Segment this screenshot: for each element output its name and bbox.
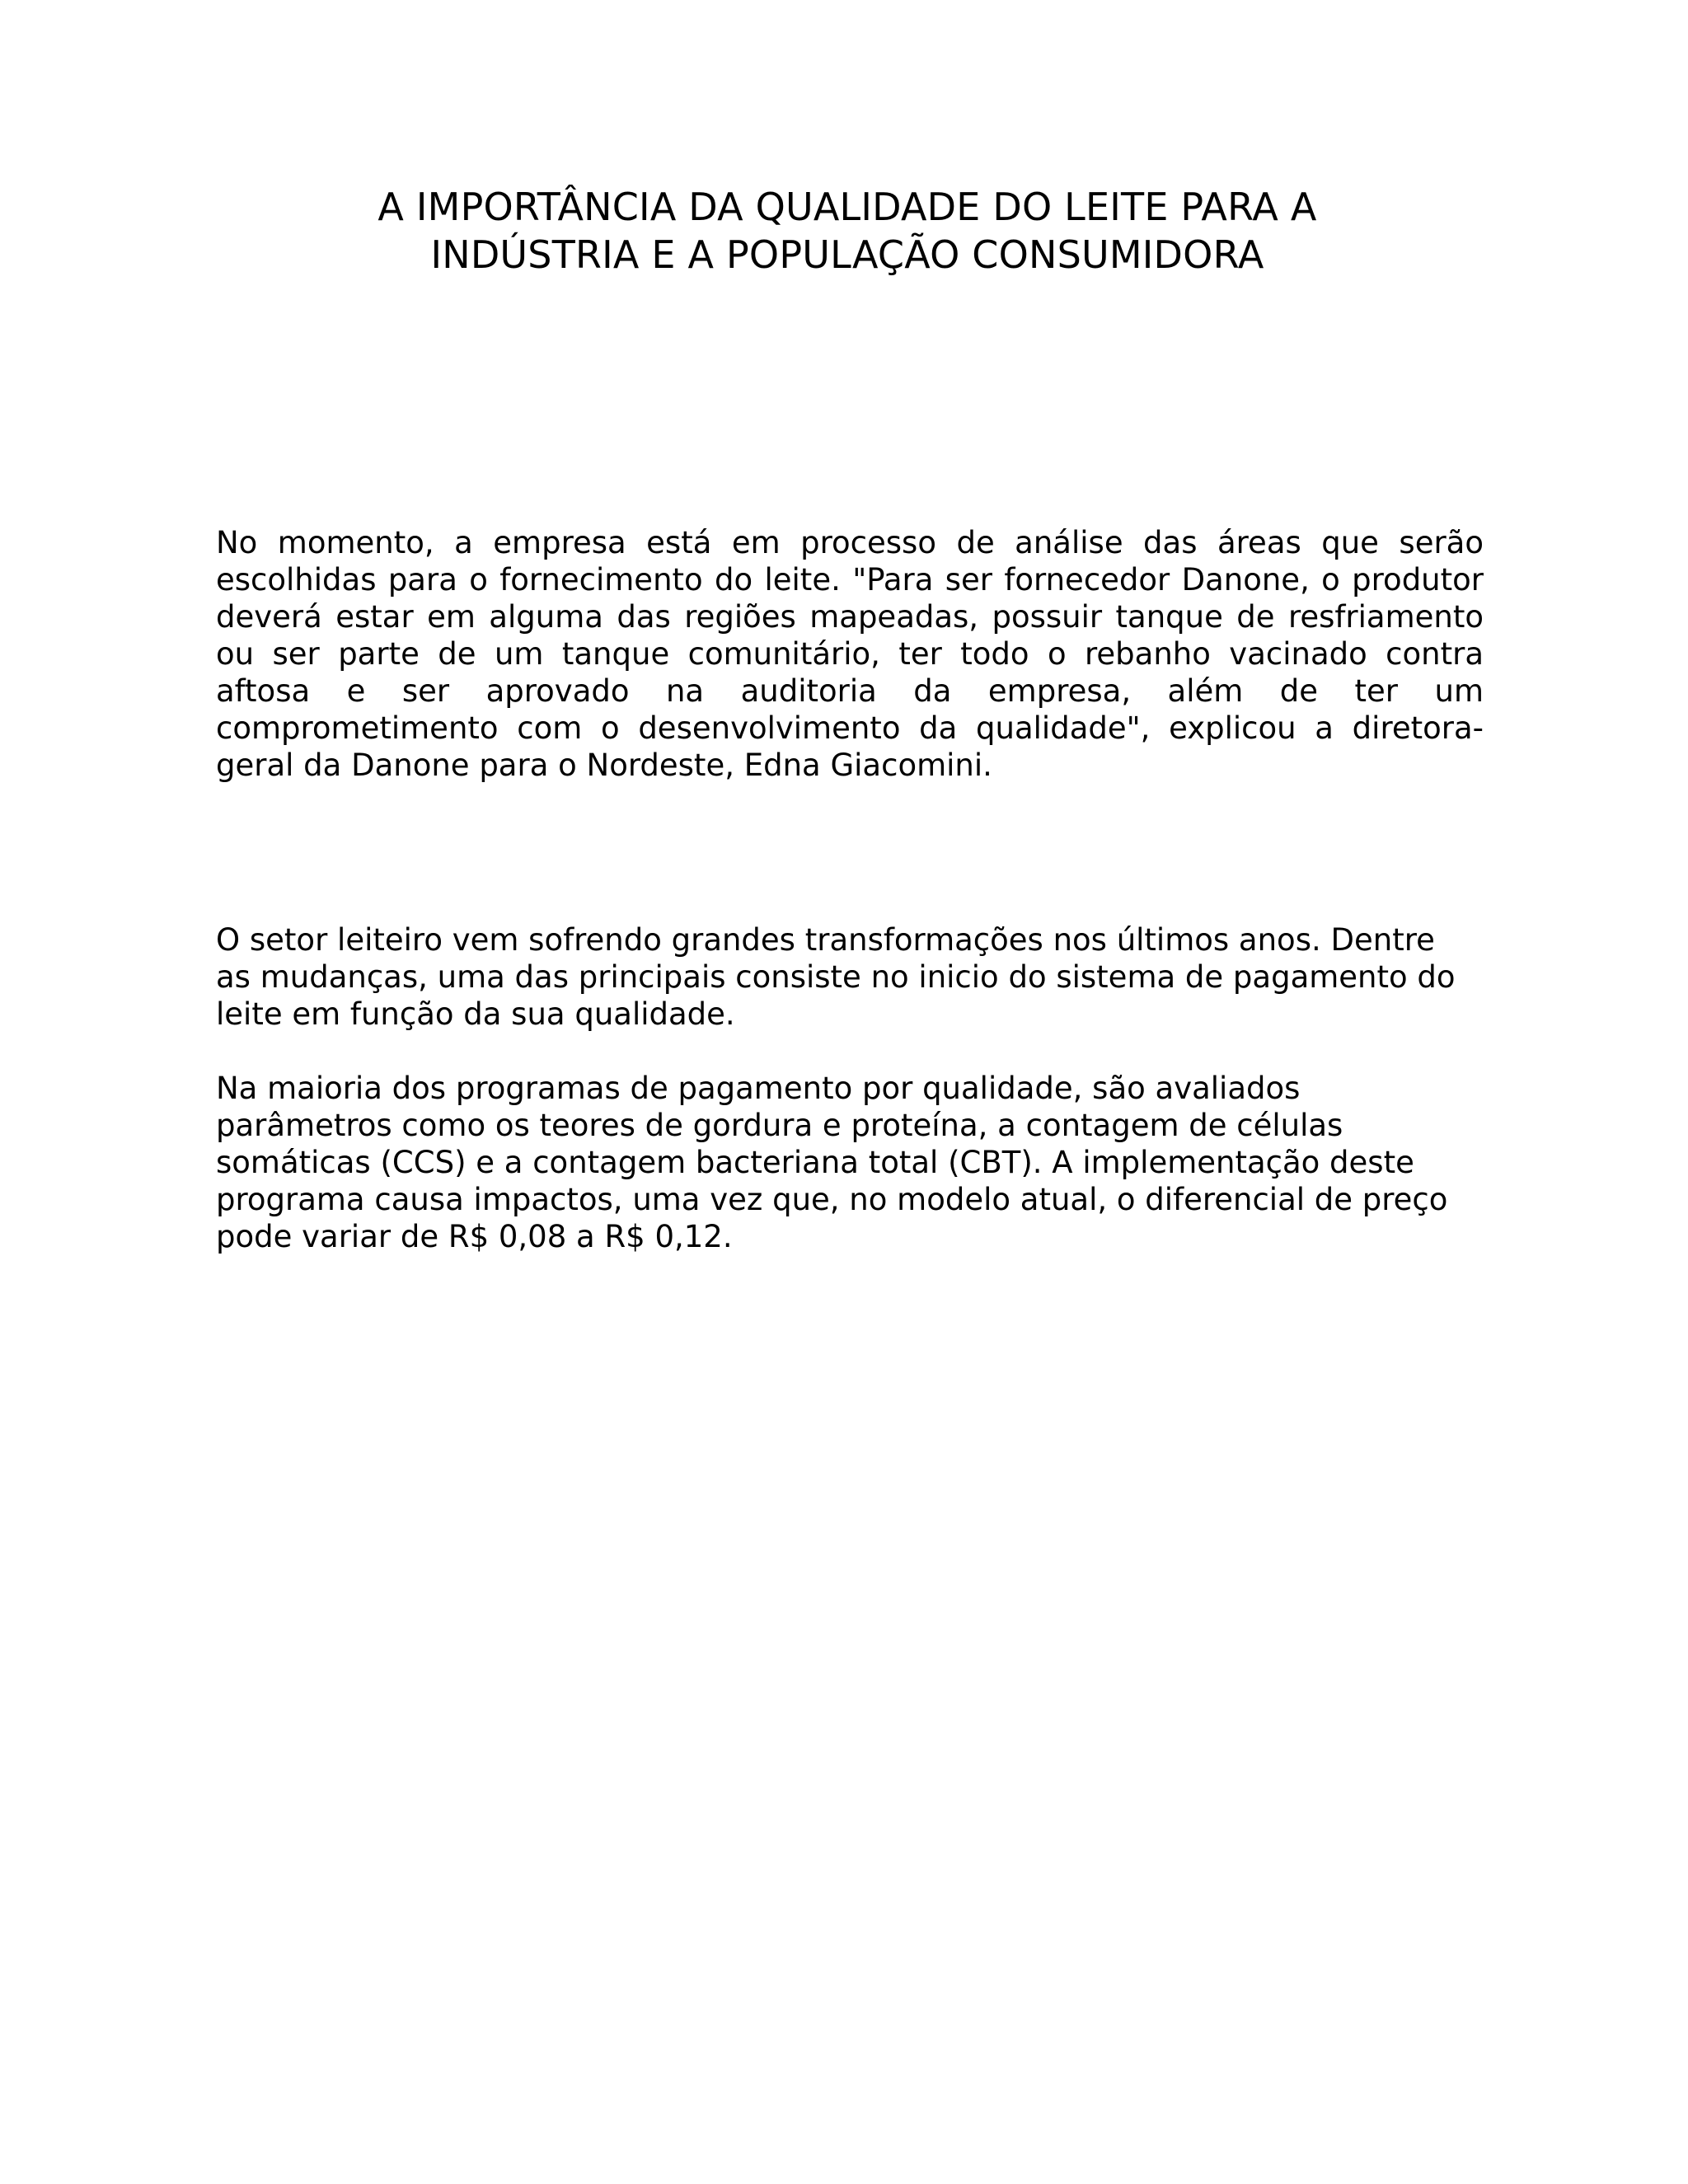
paragraph-line: programa causa impactos, uma vez que, no modelo atual, o diferencial de preço (216, 1182, 1448, 1217)
paragraph-line: ou ser parte de um tanque comunitário, ter todo o rebanho vacinado contra (216, 636, 1484, 672)
paragraph-line: escolhidas para o fornecimento do leite. "Para ser fornecedor Danone, o produtor (216, 562, 1484, 598)
document-title (216, 183, 1479, 279)
paragraph-dairy-sector (216, 921, 1484, 1033)
paragraph-line: pode variar de R$ 0,08 a R$ 0,12. (216, 1219, 733, 1254)
paragraph-line: geral da Danone para o Nordeste, Edna Giacomini. (216, 748, 992, 783)
paragraph-line: leite em função da sua qualidade. (216, 996, 735, 1032)
paragraph-line: deverá estar em alguma das regiões mapeadas, possuir tanque de resfriamento (216, 599, 1484, 635)
paragraph-danone-supplier (216, 524, 1484, 784)
paragraph-line: parâmetros como os teores de gordura e proteína, a contagem de células (216, 1108, 1343, 1143)
paragraph-line: somáticas (CCS) e a contagem bacteriana total (CBT). A implementação deste (216, 1145, 1414, 1180)
paragraph-line: comprometimento com o desenvolvimento da qualidade", explicou a diretora- (216, 710, 1484, 746)
title-line-2: INDÚSTRIA E A POPULAÇÃO CONSUMIDORA (430, 232, 1264, 277)
paragraph-line: as mudanças, uma das principais consiste no inicio do sistema de pagamento do (216, 959, 1456, 995)
paragraph-line: Na maioria dos programas de pagamento por qualidade, são avaliados (216, 1071, 1301, 1106)
paragraph-line: O setor leiteiro vem sofrendo grandes transformações nos últimos anos. Dentre (216, 922, 1435, 958)
title-line-1: A IMPORTÂNCIA DA QUALIDADE DO LEITE PARA A (377, 185, 1317, 229)
paragraph-line: No momento, a empresa está em processo de análise das áreas que serão (216, 525, 1484, 560)
paragraph-quality-payment (216, 1070, 1484, 1255)
paragraph-line: aftosa e ser aprovado na auditoria da empresa, além de ter um (216, 673, 1484, 709)
